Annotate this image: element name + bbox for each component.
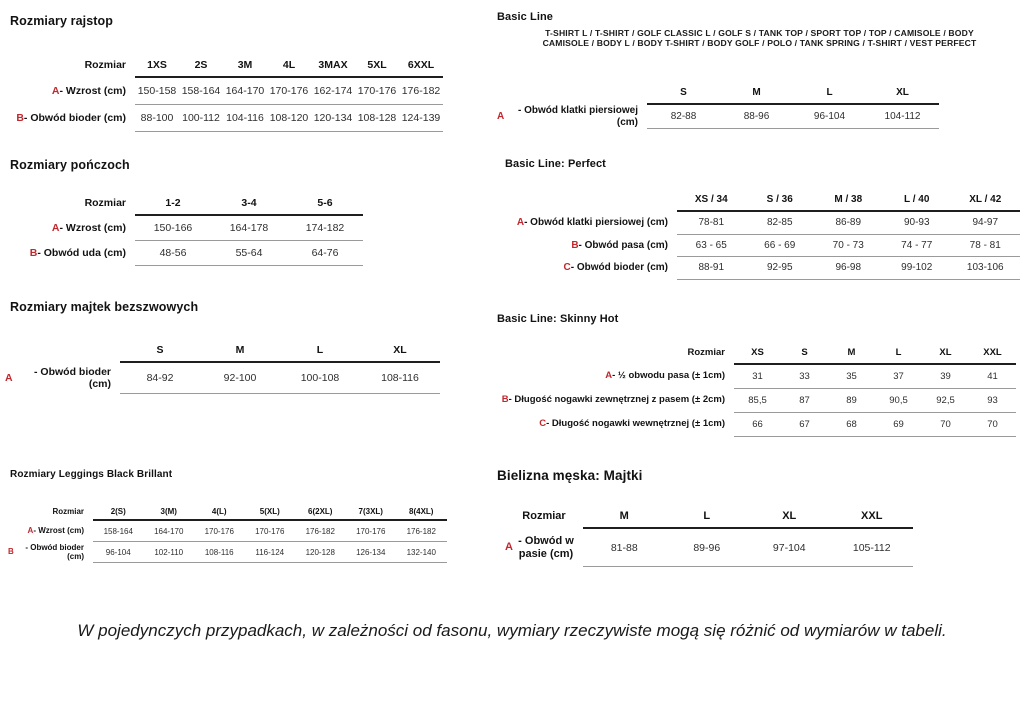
table-cell: 104-112 bbox=[866, 105, 939, 129]
column-header: S bbox=[647, 75, 720, 105]
table-cell: 96-98 bbox=[814, 257, 883, 280]
table-cell: 84-92 bbox=[120, 363, 200, 394]
table-cell: 70 bbox=[969, 413, 1016, 437]
table-cell: 35 bbox=[828, 365, 875, 389]
table-cell: 120-134 bbox=[311, 105, 355, 132]
column-header: 1-2 bbox=[135, 188, 211, 216]
row-letter: B bbox=[29, 246, 38, 259]
table-cell: 104-116 bbox=[223, 105, 267, 132]
table-cell: 48-56 bbox=[135, 241, 211, 266]
table-cell: 88-91 bbox=[677, 257, 746, 280]
table-cell: 108-116 bbox=[194, 542, 245, 563]
table-cell: 164-178 bbox=[211, 216, 287, 241]
row-letter: A bbox=[51, 84, 60, 97]
row-letter: A bbox=[497, 110, 505, 122]
column-header: XL bbox=[360, 333, 440, 363]
column-header: 3(M) bbox=[144, 495, 195, 521]
row-label: B - Obwód uda (cm) bbox=[29, 246, 126, 259]
column-header: 4L bbox=[267, 49, 311, 78]
table-cell: 92-100 bbox=[200, 363, 280, 394]
column-header: 3M bbox=[223, 49, 267, 78]
column-header: M bbox=[200, 333, 280, 363]
table-cell: 55-64 bbox=[211, 241, 287, 266]
size-table-basic-line bbox=[497, 75, 939, 129]
size-table-majtki-bezszwowe bbox=[5, 333, 440, 394]
section-title-basic-line: Basic Line bbox=[497, 11, 554, 24]
basic-line-product-list bbox=[497, 29, 1022, 48]
table-cell: 170-176 bbox=[267, 78, 311, 105]
table-cell: 70 - 73 bbox=[814, 235, 883, 258]
row-letter: A bbox=[5, 371, 13, 384]
size-table-basic-perfect bbox=[497, 184, 1020, 280]
table-cell: 33 bbox=[781, 365, 828, 389]
column-header: XS bbox=[734, 337, 781, 365]
table-cell: 162-174 bbox=[311, 78, 355, 105]
table-cell: 158-164 bbox=[93, 521, 144, 542]
row-label: A - Wzrost (cm) bbox=[27, 526, 84, 536]
column-header: 5XL bbox=[355, 49, 399, 78]
table-corner-label: Rozmiar bbox=[687, 347, 725, 358]
table-corner-label: Rozmiar bbox=[522, 510, 566, 522]
row-label: C - Długość nogawki wewnętrznej (± 1cm) bbox=[539, 418, 725, 430]
column-header: 5(XL) bbox=[245, 495, 296, 521]
row-label: A - Wzrost (cm) bbox=[51, 221, 126, 234]
table-cell: 108-116 bbox=[360, 363, 440, 394]
table-cell: 86-89 bbox=[814, 212, 883, 235]
size-table-ponczochy bbox=[8, 188, 363, 266]
table-cell: 92,5 bbox=[922, 389, 969, 413]
table-cell: 82-88 bbox=[647, 105, 720, 129]
table-cell: 100-112 bbox=[179, 105, 223, 132]
section-title-skinny-hot: Basic Line: Skinny Hot bbox=[497, 313, 619, 326]
column-header: 6XXL bbox=[399, 49, 443, 78]
table-corner-label bbox=[497, 184, 677, 210]
table-cell: 176-182 bbox=[399, 78, 443, 105]
column-header: 2(S) bbox=[93, 495, 144, 521]
row-letter: A bbox=[51, 221, 60, 234]
row-label: A - Wzrost (cm) bbox=[51, 84, 126, 97]
table-cell: 68 bbox=[828, 413, 875, 437]
column-header: 2S bbox=[179, 49, 223, 78]
table-cell: 100-108 bbox=[280, 363, 360, 394]
column-header: S / 36 bbox=[746, 184, 815, 212]
table-corner-label: Rozmiar bbox=[52, 507, 84, 516]
table-cell: 164-170 bbox=[223, 78, 267, 105]
table-cell: 82-85 bbox=[746, 212, 815, 235]
table-cell: 74 - 77 bbox=[883, 235, 952, 258]
table-cell: 93 bbox=[969, 389, 1016, 413]
column-header: XXL bbox=[831, 497, 914, 529]
column-header: M bbox=[720, 75, 793, 105]
table-cell: 102-110 bbox=[144, 542, 195, 563]
table-corner-label bbox=[497, 75, 647, 103]
table-cell: 66 - 69 bbox=[746, 235, 815, 258]
table-cell: 170-176 bbox=[346, 521, 397, 542]
row-letter: B bbox=[8, 547, 14, 557]
column-header: 3-4 bbox=[211, 188, 287, 216]
table-cell: 150-158 bbox=[135, 78, 179, 105]
table-cell: 39 bbox=[922, 365, 969, 389]
column-header: 3MAX bbox=[311, 49, 355, 78]
column-header: XS / 34 bbox=[677, 184, 746, 212]
table-cell: 88-100 bbox=[135, 105, 179, 132]
column-header: 6(2XL) bbox=[295, 495, 346, 521]
table-cell: 99-102 bbox=[883, 257, 952, 280]
column-header: XXL bbox=[969, 337, 1016, 365]
column-header: L / 40 bbox=[883, 184, 952, 212]
table-cell: 158-164 bbox=[179, 78, 223, 105]
row-label: A - Obwód klatki piersiowej (cm) bbox=[497, 105, 638, 128]
section-title-rajstop: Rozmiary rajstop bbox=[10, 14, 114, 29]
disclaimer-note: W pojedynczych przypadkach, w zależności od fasonu, wymiary rzeczywiste mogą się różnić od wymiarów w tabeli. bbox=[77, 621, 947, 640]
table-cell: 108-120 bbox=[267, 105, 311, 132]
row-label: A - Obwód bioder (cm) bbox=[5, 365, 111, 390]
table-cell: 176-182 bbox=[396, 521, 447, 542]
table-cell: 87 bbox=[781, 389, 828, 413]
table-cell: 105-112 bbox=[831, 529, 914, 567]
size-table-majtki-meskie bbox=[505, 497, 913, 567]
table-cell: 64-76 bbox=[287, 241, 363, 266]
table-cell: 90-93 bbox=[883, 212, 952, 235]
table-cell: 85,5 bbox=[734, 389, 781, 413]
row-letter: A bbox=[505, 541, 513, 554]
column-header: L bbox=[280, 333, 360, 363]
row-letter: A bbox=[516, 217, 525, 228]
row-letter: C bbox=[539, 418, 547, 430]
basic-line-product-list-line1: T-SHIRT L / T-SHIRT / GOLF CLASSIC L / GOLF S / TANK TOP / SPORT TOP / TOP / CAMISOLE / BODY bbox=[545, 28, 974, 38]
table-cell: 94-97 bbox=[951, 212, 1020, 235]
table-cell: 124-139 bbox=[399, 105, 443, 132]
column-header: XL bbox=[866, 75, 939, 105]
table-cell: 170-176 bbox=[194, 521, 245, 542]
table-cell: 108-128 bbox=[355, 105, 399, 132]
column-header: XL bbox=[922, 337, 969, 365]
table-cell: 96-104 bbox=[93, 542, 144, 563]
table-cell: 97-104 bbox=[748, 529, 831, 567]
column-header: 8(4XL) bbox=[396, 495, 447, 521]
table-cell: 174-182 bbox=[287, 216, 363, 241]
row-letter: B bbox=[16, 111, 24, 124]
column-header: 5-6 bbox=[287, 188, 363, 216]
table-cell: 176-182 bbox=[295, 521, 346, 542]
table-corner-label: Rozmiar bbox=[84, 59, 126, 71]
table-cell: 132-140 bbox=[396, 542, 447, 563]
row-label: C - Obwód bioder (cm) bbox=[563, 262, 668, 273]
column-header: L bbox=[875, 337, 922, 365]
column-header: M / 38 bbox=[814, 184, 883, 212]
row-letter: C bbox=[563, 262, 571, 273]
table-corner-label: Rozmiar bbox=[84, 197, 126, 209]
table-cell: 81-88 bbox=[583, 529, 666, 567]
section-title-basic-perfect: Basic Line: Perfect bbox=[505, 158, 606, 171]
column-header: S bbox=[120, 333, 200, 363]
table-cell: 63 - 65 bbox=[677, 235, 746, 258]
row-label: B - Obwód bioder (cm) bbox=[8, 542, 84, 561]
basic-line-product-list-line2: CAMISOLE / BODY L / BODY T-SHIRT / BODY GOLF / POLO / TANK SPRING / T-SHIRT / VEST PERFECT bbox=[542, 37, 977, 48]
size-table-rajstop bbox=[8, 49, 443, 132]
table-cell: 150-166 bbox=[135, 216, 211, 241]
size-table-skinny-hot bbox=[497, 337, 1016, 437]
column-header: S bbox=[781, 337, 828, 365]
column-header: 4(L) bbox=[194, 495, 245, 521]
table-cell: 66 bbox=[734, 413, 781, 437]
table-cell: 116-124 bbox=[245, 542, 296, 563]
table-cell: 90,5 bbox=[875, 389, 922, 413]
column-header: L bbox=[793, 75, 866, 105]
row-letter: A bbox=[27, 526, 34, 536]
row-letter: A bbox=[605, 370, 613, 382]
table-cell: 126-134 bbox=[346, 542, 397, 563]
column-header: XL / 42 bbox=[951, 184, 1020, 212]
table-cell: 67 bbox=[781, 413, 828, 437]
section-title-majtki-bezszwowe: Rozmiary majtek bezszwowych bbox=[10, 300, 199, 315]
row-letter: B bbox=[501, 394, 509, 406]
table-cell: 170-176 bbox=[245, 521, 296, 542]
table-cell: 70 bbox=[922, 413, 969, 437]
row-label: A - ½ obwodu pasa (± 1cm) bbox=[605, 370, 725, 382]
table-cell: 170-176 bbox=[355, 78, 399, 105]
section-title-leggings: Rozmiary Leggings Black Brillant bbox=[10, 469, 173, 481]
row-label: B - Długość nogawki zewnętrznej z pasem (± 2cm) bbox=[501, 394, 725, 406]
table-cell: 164-170 bbox=[144, 521, 195, 542]
section-title-ponczochy: Rozmiary pończoch bbox=[10, 158, 130, 173]
section-title-majtki-meskie: Bielizna męska: Majtki bbox=[497, 468, 643, 484]
table-cell: 96-104 bbox=[793, 105, 866, 129]
size-table-leggings bbox=[8, 495, 447, 563]
column-header: M bbox=[583, 497, 666, 529]
column-header: M bbox=[828, 337, 875, 365]
table-cell: 69 bbox=[875, 413, 922, 437]
row-label: B - Obwód bioder (cm) bbox=[16, 111, 126, 124]
table-cell: 88-96 bbox=[720, 105, 793, 129]
table-cell: 92-95 bbox=[746, 257, 815, 280]
table-cell: 78-81 bbox=[677, 212, 746, 235]
column-header: 1XS bbox=[135, 49, 179, 78]
table-cell: 103-106 bbox=[951, 257, 1020, 280]
table-cell: 89-96 bbox=[666, 529, 749, 567]
table-cell: 31 bbox=[734, 365, 781, 389]
table-corner-label bbox=[5, 333, 120, 361]
table-cell: 41 bbox=[969, 365, 1016, 389]
table-cell: 89 bbox=[828, 389, 875, 413]
column-header: XL bbox=[748, 497, 831, 529]
column-header: L bbox=[666, 497, 749, 529]
column-header: 7(3XL) bbox=[346, 495, 397, 521]
row-label: A - Obwód klatki piersiowej (cm) bbox=[516, 217, 668, 228]
row-label: A - Obwód w pasie (cm) bbox=[505, 534, 574, 560]
table-cell: 37 bbox=[875, 365, 922, 389]
table-cell: 78 - 81 bbox=[951, 235, 1020, 258]
row-label: B - Obwód pasa (cm) bbox=[571, 239, 668, 251]
row-letter: B bbox=[571, 239, 579, 251]
table-cell: 120-128 bbox=[295, 542, 346, 563]
